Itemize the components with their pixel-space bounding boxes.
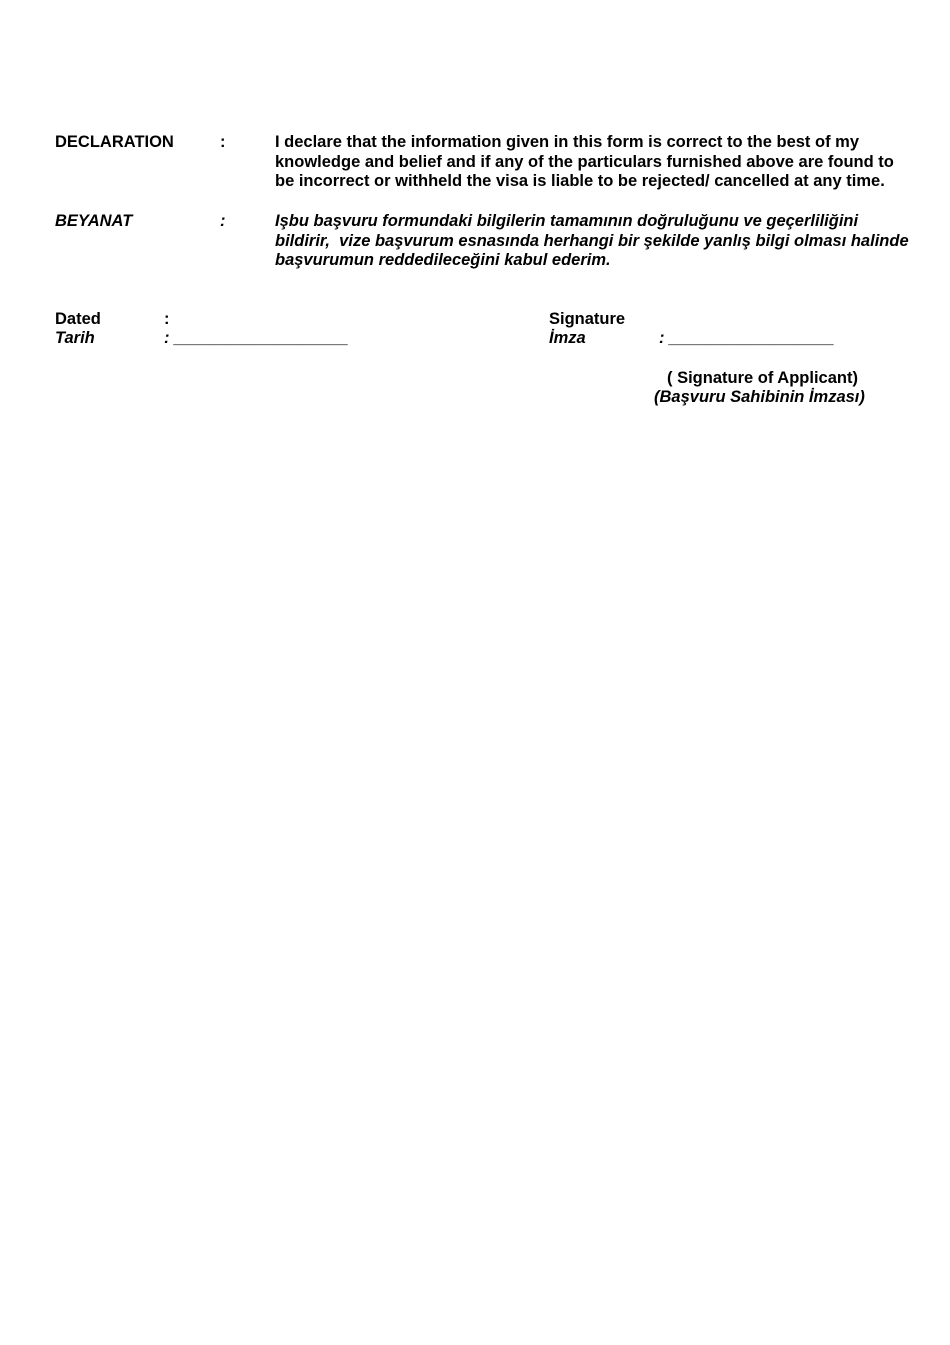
declaration-line: I declare that the information given in this form is correct to the best of my xyxy=(275,133,860,151)
beyanat-colon: : xyxy=(220,212,226,230)
tarih-label: Tarih xyxy=(55,329,95,347)
declaration-text xyxy=(275,133,950,192)
beyanat-line: bildirir, vize başvurum esnasında herhangi bir şekilde yanlış bilgi olması halinde xyxy=(275,231,909,250)
dated-colon: : xyxy=(164,310,170,328)
signature-caption-tr: (Başvuru Sahibinin İmzası) xyxy=(654,388,865,406)
beyanat-line: başvurumun reddedileceğini kabul ederim. xyxy=(275,251,611,269)
declaration-line: be incorrect or withheld the visa is liable to be rejected/ cancelled at any time. xyxy=(275,172,885,190)
signature-label: Signature xyxy=(549,310,626,328)
declaration-colon: : xyxy=(220,133,226,151)
beyanat-label: BEYANAT xyxy=(55,212,133,230)
date-input-line[interactable]: : ___________________ xyxy=(164,329,349,347)
beyanat-text xyxy=(275,212,950,271)
signature-caption-en: ( Signature of Applicant) xyxy=(667,369,858,387)
declaration-label: DECLARATION xyxy=(55,133,174,151)
imza-label: İmza xyxy=(549,329,586,347)
dated-label: Dated xyxy=(55,310,101,328)
beyanat-line: Işbu başvuru formundaki bilgilerin tamamının doğruluğunu ve geçerliliğini xyxy=(275,212,859,230)
signature-input-line[interactable]: : __________________ xyxy=(659,329,835,347)
declaration-line: knowledge and belief and if any of the particulars furnished above are found to xyxy=(275,152,894,171)
